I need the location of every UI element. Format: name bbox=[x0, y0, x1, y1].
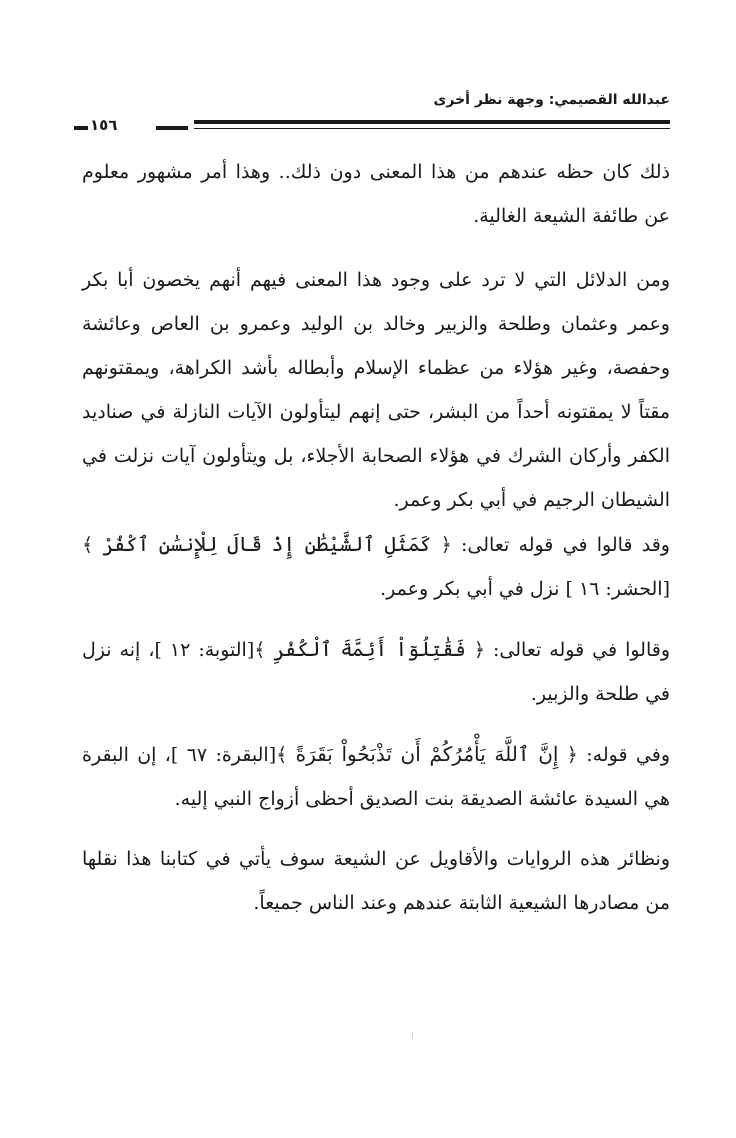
paragraph-5 bbox=[82, 732, 670, 821]
ornate-bracket-close: ﴾ bbox=[276, 744, 288, 766]
paragraph-2: ومن الدلائل التي لا ترد على وجود هذا المعنى فيهم أنهم يخصون أبا بكر وعمر وعثمان وطلحة والزبير وخالد بن الوليد وعمرو بن العاص وعائشة وحفصة، وغير هؤلاء من عظماء الإسلام وأبطاله بأشد الكراهة، ويمقتونهم مقتاً لا يمقتونه أحداً من البشر، حتى إنهم ليتأولون الآيات النازلة في صناديد الكفر وأركان الشرك في هؤلاء الصحابة الأجلاء، بل ويتأولون آيات نزلت في الشيطان الرجيم في أبي بكر وعمر. bbox=[82, 269, 670, 511]
quran-verse-3: إِنَّ ٱللَّهَ يَأْمُرُكُمْ أَن تَذْبَحُواْ بَقَرَةً bbox=[295, 742, 559, 766]
ornate-bracket-open: ﴿ bbox=[473, 639, 485, 661]
running-title: عبدالله القصيمي: وجهة نظر أخرى bbox=[433, 92, 670, 108]
header-rule-short-dash bbox=[156, 126, 188, 130]
paragraph-3-tail: نزل في أبي بكر وعمر. bbox=[380, 578, 566, 600]
scan-mark bbox=[412, 1032, 413, 1039]
page-body bbox=[82, 150, 670, 925]
paragraph-1: ذلك كان حظه عندهم من هذا المعنى دون ذلك.. وهذا أمر مشهور معلوم عن طائفة الشيعة الغالية. bbox=[82, 161, 670, 227]
verse-reference-2: [التوبة: ١٢ ] bbox=[154, 639, 255, 661]
paragraph-3 bbox=[82, 522, 670, 611]
paragraph-4-tail: ، إنه نزل في طلحة والزبير. bbox=[82, 639, 670, 705]
paragraph-4-intro: وقالوا في قوله تعالى: bbox=[485, 639, 671, 661]
paragraph-5-tail: ، إن البقرة هي السيدة عائشة الصديقة بنت الصديق أحظى أزواج النبي إليه. bbox=[82, 744, 670, 810]
page-number: ١٥٦ bbox=[90, 116, 118, 134]
header-rule-left-dash bbox=[74, 126, 88, 130]
header-rule bbox=[194, 120, 670, 129]
page-header bbox=[82, 90, 670, 140]
paragraph-6: ونظائر هذه الروايات والأقاويل عن الشيعة سوف يأتي في كتابنا هذا نقلها من مصادرها الشيعية الثابتة عندهم وعند الناس جميعاً. bbox=[82, 848, 670, 914]
verse-reference-3: [البقرة: ٦٧ ] bbox=[170, 744, 277, 766]
ornate-bracket-open: ﴿ bbox=[440, 534, 452, 556]
quran-verse-2: فَقَٰتِلُوٓاْ أَئِمَّةَ ٱلْكُفْرِ bbox=[273, 637, 466, 661]
paragraph-3-intro: وقد قالوا في قوله تعالى: bbox=[451, 534, 670, 556]
quran-verse-1: كَمَثَلِ ٱلشَّيْطَٰنِ إِذْ قَالَ لِلْإِنسَٰنِ ٱكْفُرْ bbox=[102, 532, 432, 556]
ornate-bracket-open: ﴿ bbox=[566, 744, 578, 766]
ornate-bracket-close: ﴾ bbox=[254, 639, 266, 661]
verse-reference-1: [الحشر: ١٦ ] bbox=[565, 578, 670, 600]
paragraph-5-intro: وفي قوله: bbox=[577, 744, 670, 766]
ornate-bracket-close: ﴾ bbox=[82, 534, 94, 556]
paragraph-4 bbox=[82, 627, 670, 716]
